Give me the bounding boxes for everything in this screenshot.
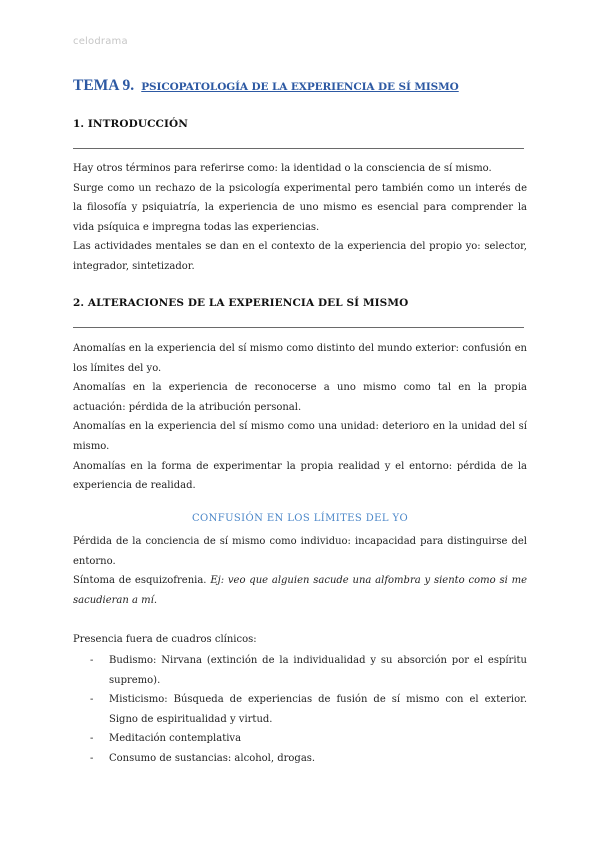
section-body-introduccion — [73, 159, 527, 277]
paragraph: Presencia fuera de cuadros clínicos: — [73, 634, 257, 645]
title-number: TEMA 9. — [73, 77, 135, 94]
section-body-alteraciones — [73, 339, 527, 496]
list-item — [73, 729, 527, 749]
list-item-text: Meditación contemplativa — [109, 733, 242, 745]
bullet-marker: - — [90, 733, 94, 745]
bullet-list — [73, 651, 527, 769]
list-item — [73, 749, 527, 769]
watermark-text: celodrama — [73, 36, 128, 47]
list-item-text: Misticismo: Búsqueda de experiencias de fusión de sí mismo con el exterior. Signo de espiritualidad y virtud. — [109, 694, 527, 725]
paragraph: Anomalías en la experiencia del sí mismo como una unidad: deterioro en la unidad del sí mismo. — [73, 421, 527, 452]
section-heading-alteraciones: 2. ALTERACIONES DE LA EXPERIENCIA DEL SÍ MISMO — [73, 297, 409, 309]
presence-intro — [73, 630, 527, 650]
section-heading-introduccion: 1. INTRODUCCIÓN — [73, 118, 188, 130]
list-item-text: Budismo: Nirvana (extinción de la individualidad y su absorción por el espíritu supremo). — [109, 655, 527, 686]
bullet-marker: - — [90, 694, 94, 706]
symptom-example: Ej: veo que alguien sacude una alfombra y siento como si me sacudieran a mí. — [73, 575, 527, 606]
list-item-text: Consumo de sustancias: alcohol, drogas. — [109, 752, 316, 764]
paragraph: Pérdida de la conciencia de sí mismo como individuo: incapacidad para distinguirse del entorno. — [73, 536, 527, 567]
subsection-heading: CONFUSIÓN EN LOS LÍMITES DEL YO — [191, 513, 409, 524]
paragraph: Anomalías en la experiencia del sí mismo como distinto del mundo exterior: confusión en los límites del yo. — [73, 343, 527, 374]
list-item — [73, 690, 527, 729]
list-item — [73, 651, 527, 690]
paragraph: Anomalías en la experiencia de reconocerse a uno mismo como tal en la propia actuación: pérdida de la atribución personal. — [73, 382, 527, 413]
page-title — [73, 75, 533, 95]
title-name: PSICOPATOLOGÍA DE LA EXPERIENCIA DE SÍ MISMO — [141, 81, 459, 93]
subsection-body — [73, 532, 527, 610]
paragraph: Surge como un rechazo de la psicología experimental pero también como un interés de la filosofía y psiquiatría, la experiencia de uno mismo es esencial para comprender la vida psíquica e impregna todas las experiencias. — [73, 182, 527, 233]
paragraph: Anomalías en la forma de experimentar la propia realidad y el entorno: pérdida de la experiencia de realidad. — [73, 460, 527, 492]
bullet-marker: - — [90, 655, 94, 666]
bullet-marker: - — [90, 752, 94, 764]
paragraph: Las actividades mentales se dan en el contexto de la experiencia del propio yo: selector, integrador, sintetizador. — [73, 241, 527, 272]
symptom-prefix: Síntoma de esquizofrenia. — [73, 575, 207, 587]
section-divider — [73, 327, 524, 328]
symptom-paragraph — [73, 571, 527, 610]
paragraph: Hay otros términos para referirse como: la identidad o la consciencia de sí mismo. — [73, 163, 492, 174]
section-divider — [73, 148, 524, 149]
